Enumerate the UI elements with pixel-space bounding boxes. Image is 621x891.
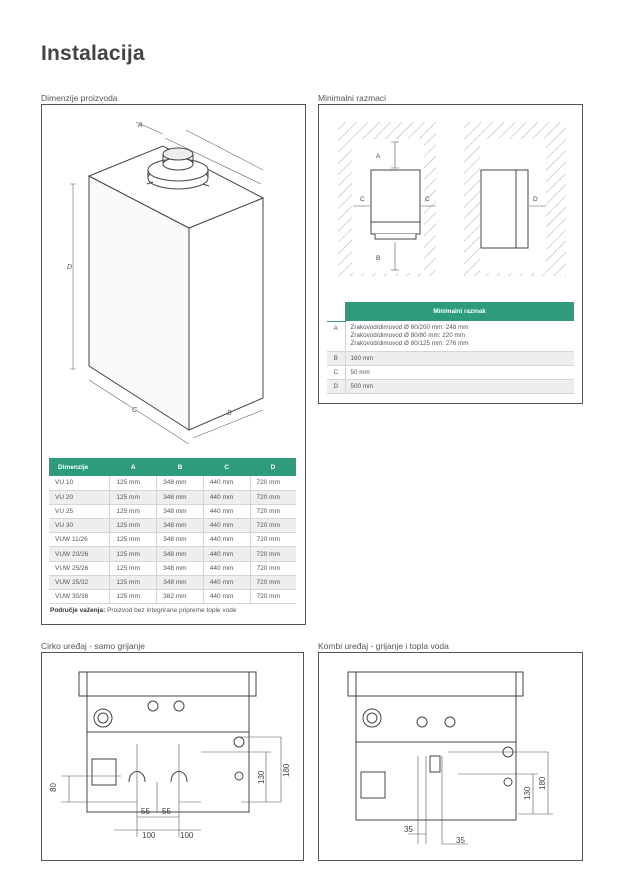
combi-dim-180: 180 <box>538 776 547 790</box>
table-header-cell: C <box>203 458 250 476</box>
combi-dim-35-right: 35 <box>456 836 465 845</box>
isometric-boiler-drawing <box>41 104 306 454</box>
table-cell: 50 mm <box>345 366 574 380</box>
table-cell: 125 mm <box>110 476 157 490</box>
combi-dim-130: 130 <box>523 786 532 800</box>
section-label-clearance: Minimalni razmaci <box>318 93 387 103</box>
table-cell: VU 25 <box>49 504 110 518</box>
heating-only-connection-drawing <box>41 652 304 861</box>
table-cell: VUW 20/26 <box>49 547 110 561</box>
iso-label-d: D <box>67 264 73 271</box>
table-row <box>327 380 574 394</box>
table-cell: 125 mm <box>110 575 157 589</box>
note-label: Područje važenja: <box>50 607 106 614</box>
table-header-cell: A <box>110 458 157 476</box>
table-cell: 160 mm <box>345 352 574 366</box>
combi-dim-35-left: 35 <box>404 825 413 834</box>
table-header-empty <box>327 302 345 321</box>
clearance-drawing <box>318 104 583 294</box>
section-label-dimensions: Dimenzije proizvoda <box>41 93 118 103</box>
table-cell-letter: A <box>327 321 345 352</box>
table-header-cell: D <box>250 458 296 476</box>
table-cell: 720 mm <box>250 519 296 533</box>
table-cell: 440 mm <box>203 561 250 575</box>
dimensions-note <box>50 607 236 614</box>
clearance-label-c-right: C <box>425 196 430 203</box>
table-row <box>49 561 296 575</box>
clearance-label-b: B <box>376 255 381 262</box>
table-cell <box>345 321 574 352</box>
table-cell: 125 mm <box>110 490 157 504</box>
table-cell: 720 mm <box>250 490 296 504</box>
clearance-label-a: A <box>376 153 381 160</box>
heating-dim-80: 80 <box>49 783 58 792</box>
table-cell: 720 mm <box>250 590 296 604</box>
table-row <box>49 519 296 533</box>
table-cell: VUW 25/32 <box>49 575 110 589</box>
table-row <box>327 321 574 352</box>
table-cell-line: Zrakovod/dimovod Ø 60/200 mm: 248 mm <box>350 324 469 331</box>
table-cell: 125 mm <box>110 561 157 575</box>
table-cell: 125 mm <box>110 533 157 547</box>
heating-dim-130: 130 <box>257 770 266 784</box>
iso-label-a: A <box>138 122 143 129</box>
table-cell: 348 mm <box>157 533 204 547</box>
table-cell: VUW 30/36 <box>49 590 110 604</box>
clearance-label-c-left: C <box>360 196 365 203</box>
iso-label-c: C <box>132 407 138 414</box>
table-row <box>49 575 296 589</box>
table-cell: 440 mm <box>203 490 250 504</box>
section-label-heating-only: Cirko uređaj - samo grijanje <box>41 641 145 651</box>
table-row <box>49 533 296 547</box>
table-cell: 720 mm <box>250 561 296 575</box>
table-row <box>49 590 296 604</box>
table-row <box>49 547 296 561</box>
table-cell: 125 mm <box>110 504 157 518</box>
table-cell: 348 mm <box>157 476 204 490</box>
note-text: Proizvod bez integrirane pripreme tople vode <box>105 607 237 614</box>
table-cell: VUW 11/26 <box>49 533 110 547</box>
iso-label-b: B <box>227 410 232 417</box>
table-cell: VU 20 <box>49 490 110 504</box>
heating-dim-55-right: 55 <box>162 807 171 816</box>
clearance-table-header <box>327 302 574 321</box>
table-header-cell: B <box>157 458 204 476</box>
table-cell: 500 mm <box>345 380 574 394</box>
table-cell: 125 mm <box>110 519 157 533</box>
table-cell: VU 10 <box>49 476 110 490</box>
combi-connection-drawing <box>318 652 583 861</box>
heating-dim-100-right: 100 <box>180 831 194 840</box>
table-cell: 382 mm <box>157 590 204 604</box>
table-cell: 720 mm <box>250 504 296 518</box>
table-cell-line: Zrakovod/dimovod Ø 80/125 mm: 276 mm <box>350 340 469 347</box>
table-row <box>49 476 296 490</box>
dimensions-table-header <box>49 458 296 476</box>
table-cell: 440 mm <box>203 547 250 561</box>
table-header-cell: Minimalni razmak <box>345 302 574 321</box>
dimensions-table <box>49 458 296 604</box>
table-row <box>327 366 574 380</box>
heating-dim-100-left: 100 <box>142 831 156 840</box>
table-header-cell: Dimenzije <box>49 458 110 476</box>
table-cell: 440 mm <box>203 575 250 589</box>
table-cell: 348 mm <box>157 519 204 533</box>
table-cell: 348 mm <box>157 490 204 504</box>
table-cell: 440 mm <box>203 476 250 490</box>
table-cell-letter: B <box>327 352 345 366</box>
table-cell: 348 mm <box>157 575 204 589</box>
table-cell: 440 mm <box>203 504 250 518</box>
table-row <box>327 352 574 366</box>
table-cell: 440 mm <box>203 519 250 533</box>
table-row <box>49 490 296 504</box>
table-cell: 720 mm <box>250 575 296 589</box>
table-cell: VUW 25/26 <box>49 561 110 575</box>
table-cell: 125 mm <box>110 590 157 604</box>
clearance-label-d: D <box>533 196 538 203</box>
table-cell: 720 mm <box>250 533 296 547</box>
table-cell: 720 mm <box>250 547 296 561</box>
table-cell: 348 mm <box>157 561 204 575</box>
heating-dim-55-left: 55 <box>141 807 150 816</box>
table-cell: VU 30 <box>49 519 110 533</box>
page-title: Instalacija <box>41 42 145 65</box>
heating-dim-180: 180 <box>282 763 291 777</box>
table-cell-letter: C <box>327 366 345 380</box>
table-cell: 440 mm <box>203 533 250 547</box>
table-cell-letter: D <box>327 380 345 394</box>
table-cell: 348 mm <box>157 547 204 561</box>
table-row <box>49 504 296 518</box>
clearance-table <box>327 302 574 394</box>
table-cell: 720 mm <box>250 476 296 490</box>
section-label-combi: Kombi uređaj - grijanje i topla voda <box>318 641 449 651</box>
table-cell: 440 mm <box>203 590 250 604</box>
table-cell: 125 mm <box>110 547 157 561</box>
table-cell: 348 mm <box>157 504 204 518</box>
table-cell-line: Zrakovod/dimovod Ø 80/80 mm: 220 mm <box>350 332 465 339</box>
